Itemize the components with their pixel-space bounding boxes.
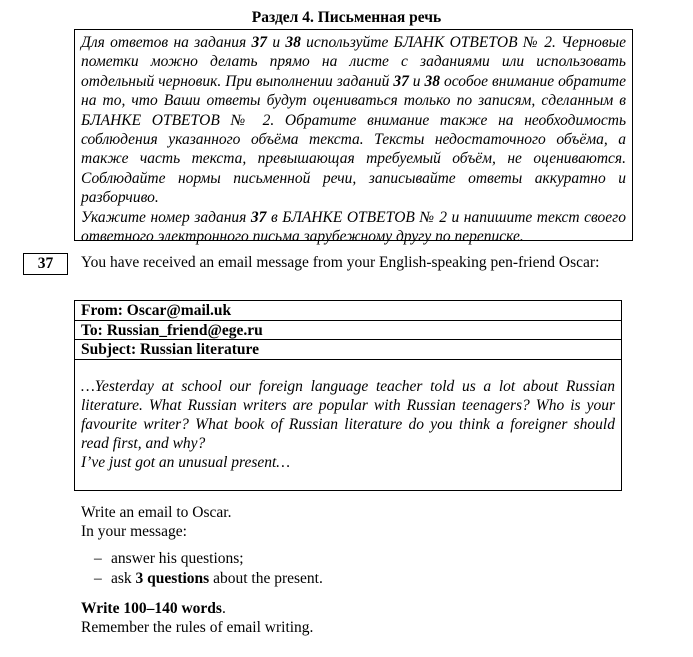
dash-bullet: – bbox=[94, 570, 102, 587]
instr-text: используйте БЛАНК ОТВЕТОВ № 2. Черновые пометки можно делать прямо на листе с заданиями или использовать отдельный черновик. При выполнении заданий bbox=[81, 34, 627, 90]
section-title: Раздел 4. Письменная речь bbox=[251, 9, 442, 26]
list-item-bold: 3 questions bbox=[135, 570, 210, 587]
task-intro: You have received an email message from your English-speaking pen-friend Oscar: bbox=[81, 254, 600, 271]
task-number-badge: 37 bbox=[23, 253, 68, 275]
email-box bbox=[74, 300, 622, 491]
instr-text: Для ответов на задания bbox=[81, 34, 252, 51]
list-item-text-part: about the present. bbox=[209, 570, 323, 587]
word-count-tail: . bbox=[221, 600, 226, 617]
task-ref-37: 37 bbox=[250, 208, 267, 226]
email-from: From: Oscar@mail.uk bbox=[75, 301, 621, 321]
list-item-text: answer his questions; bbox=[111, 550, 244, 567]
list-item-text bbox=[111, 570, 323, 587]
list-item-text-part: ask bbox=[111, 570, 136, 587]
instr-text: и bbox=[267, 34, 286, 51]
task-instructions bbox=[81, 503, 641, 637]
task-ref-37: 37 bbox=[393, 72, 409, 90]
list-item bbox=[81, 549, 641, 569]
task-ref-37: 37 bbox=[251, 34, 268, 51]
instructions-paragraph-2 bbox=[81, 208, 626, 247]
instructions-box bbox=[74, 29, 633, 246]
dash-bullet: – bbox=[94, 550, 102, 567]
instr-text: Укажите номер задания bbox=[81, 208, 251, 226]
in-your-message-line: In your message: bbox=[81, 523, 187, 540]
word-count-line bbox=[81, 599, 641, 618]
write-email-line: Write an email to Oscar. bbox=[81, 504, 232, 521]
email-subject: Subject: Russian literature bbox=[75, 340, 621, 360]
requirements-list bbox=[81, 549, 641, 589]
email-body-text: …Yesterday at school our foreign language teacher told us a lot about Russian literature. What Russian writers are popular with Russian teenagers? Who is your favourite writer? What book of Russian literature do you think a foreigner should read first, and why? bbox=[81, 377, 615, 452]
word-count-bold: Write 100–140 words bbox=[81, 600, 222, 617]
task-ref-38: 38 bbox=[424, 72, 441, 90]
email-body bbox=[75, 360, 621, 472]
email-body-last-line: I’ve just got an unusual present… bbox=[81, 453, 291, 471]
instr-text: в БЛАНКЕ ОТВЕТОВ № 2 и напишите текст своего ответного электронного письма зарубежному другу по переписке. bbox=[81, 208, 626, 246]
instr-text: особое внимание обратите на то, что Ваши ответы будут оцениваться только по записям, сделанным в БЛАНКЕ ОТВЕТОВ № 2. Обратите внимание также на необходимость соблюдения указанного объёма текста. Тексты недостаточного объёма, а также часть текста, превышающая требуемый объём, не оцениваются. Соблюдайте нормы письменной речи, записывайте ответы аккуратно и разборчиво. bbox=[81, 72, 626, 207]
task-ref-38: 38 bbox=[285, 34, 301, 51]
instr-text: и bbox=[408, 72, 425, 90]
remember-rules-line: Remember the rules of email writing. bbox=[81, 619, 314, 636]
instructions-paragraph-1 bbox=[81, 33, 626, 208]
list-item bbox=[81, 569, 641, 589]
email-to: To: Russian_friend@ege.ru bbox=[75, 321, 621, 341]
